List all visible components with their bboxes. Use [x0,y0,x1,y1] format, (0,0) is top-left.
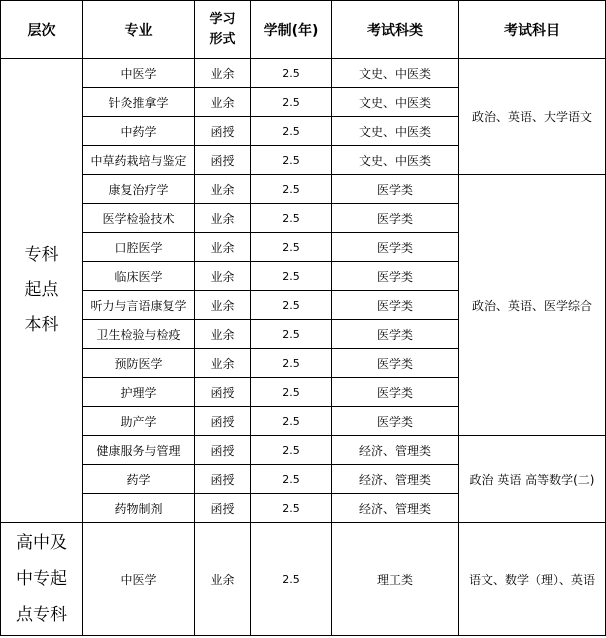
form-cell: 业余 [195,204,251,233]
category-cell: 理工类 [332,523,459,636]
duration-cell: 2.5 [251,175,332,204]
major-cell: 中医学 [83,59,195,88]
form-cell: 函授 [195,436,251,465]
header-exam-category: 考试科类 [332,1,459,59]
category-cell: 医学类 [332,320,459,349]
major-cell: 护理学 [83,378,195,407]
header-duration: 学制(年) [251,1,332,59]
form-cell: 函授 [195,494,251,523]
major-cell: 中药学 [83,117,195,146]
form-cell: 函授 [195,465,251,494]
category-cell: 经济、管理类 [332,436,459,465]
duration-cell: 2.5 [251,146,332,175]
duration-cell: 2.5 [251,233,332,262]
duration-cell: 2.5 [251,349,332,378]
header-study-form: 学习 形式 [195,1,251,59]
form-cell: 业余 [195,262,251,291]
category-cell: 医学类 [332,175,459,204]
category-cell: 经济、管理类 [332,494,459,523]
duration-cell: 2.5 [251,465,332,494]
duration-cell: 2.5 [251,494,332,523]
major-cell: 健康服务与管理 [83,436,195,465]
form-cell: 函授 [195,407,251,436]
major-cell: 药物制剂 [83,494,195,523]
major-cell: 临床医学 [83,262,195,291]
duration-cell: 2.5 [251,320,332,349]
major-cell: 中医学 [83,523,195,636]
level-cell: 高中及 中专起 点专科 [1,523,83,636]
major-cell: 助产学 [83,407,195,436]
category-cell: 医学类 [332,349,459,378]
duration-cell: 2.5 [251,204,332,233]
form-cell: 业余 [195,349,251,378]
category-cell: 医学类 [332,407,459,436]
major-cell: 药学 [83,465,195,494]
level-cell: 专科 起点 本科 [1,59,83,523]
duration-cell: 2.5 [251,291,332,320]
duration-cell: 2.5 [251,88,332,117]
duration-cell: 2.5 [251,436,332,465]
header-level: 层次 [1,1,83,59]
table-row [1,523,606,636]
form-cell: 函授 [195,378,251,407]
form-cell: 函授 [195,117,251,146]
major-cell: 针灸推拿学 [83,88,195,117]
table-row [1,59,606,88]
form-cell: 函授 [195,146,251,175]
major-cell: 预防医学 [83,349,195,378]
major-cell: 中草药栽培与鉴定 [83,146,195,175]
duration-cell: 2.5 [251,378,332,407]
major-cell: 听力与言语康复学 [83,291,195,320]
category-cell: 经济、管理类 [332,465,459,494]
header-major: 专业 [83,1,195,59]
major-cell: 康复治疗学 [83,175,195,204]
category-cell: 文史、中医类 [332,59,459,88]
duration-cell: 2.5 [251,117,332,146]
major-cell: 医学检验技术 [83,204,195,233]
subjects-cell: 政治、英语、医学综合 [459,175,606,436]
category-cell: 医学类 [332,291,459,320]
form-cell: 业余 [195,233,251,262]
category-cell: 医学类 [332,233,459,262]
form-cell: 业余 [195,291,251,320]
table-row [1,175,606,204]
table-row [1,436,606,465]
category-cell: 医学类 [332,204,459,233]
subjects-cell: 语文、数学（理）、英语 [459,523,606,636]
form-cell: 业余 [195,88,251,117]
major-cell: 口腔医学 [83,233,195,262]
duration-cell: 2.5 [251,262,332,291]
header-row [1,1,606,59]
header-exam-subjects: 考试科目 [459,1,606,59]
category-cell: 文史、中医类 [332,117,459,146]
form-cell: 业余 [195,523,251,636]
duration-cell: 2.5 [251,59,332,88]
duration-cell: 2.5 [251,407,332,436]
form-cell: 业余 [195,175,251,204]
form-cell: 业余 [195,320,251,349]
category-cell: 医学类 [332,262,459,291]
major-cell: 卫生检验与检疫 [83,320,195,349]
subjects-cell: 政治、英语、大学语文 [459,59,606,175]
category-cell: 文史、中医类 [332,146,459,175]
subjects-cell: 政治 英语 高等数学(二) [459,436,606,523]
category-cell: 文史、中医类 [332,88,459,117]
duration-cell: 2.5 [251,523,332,636]
category-cell: 医学类 [332,378,459,407]
form-cell: 业余 [195,59,251,88]
